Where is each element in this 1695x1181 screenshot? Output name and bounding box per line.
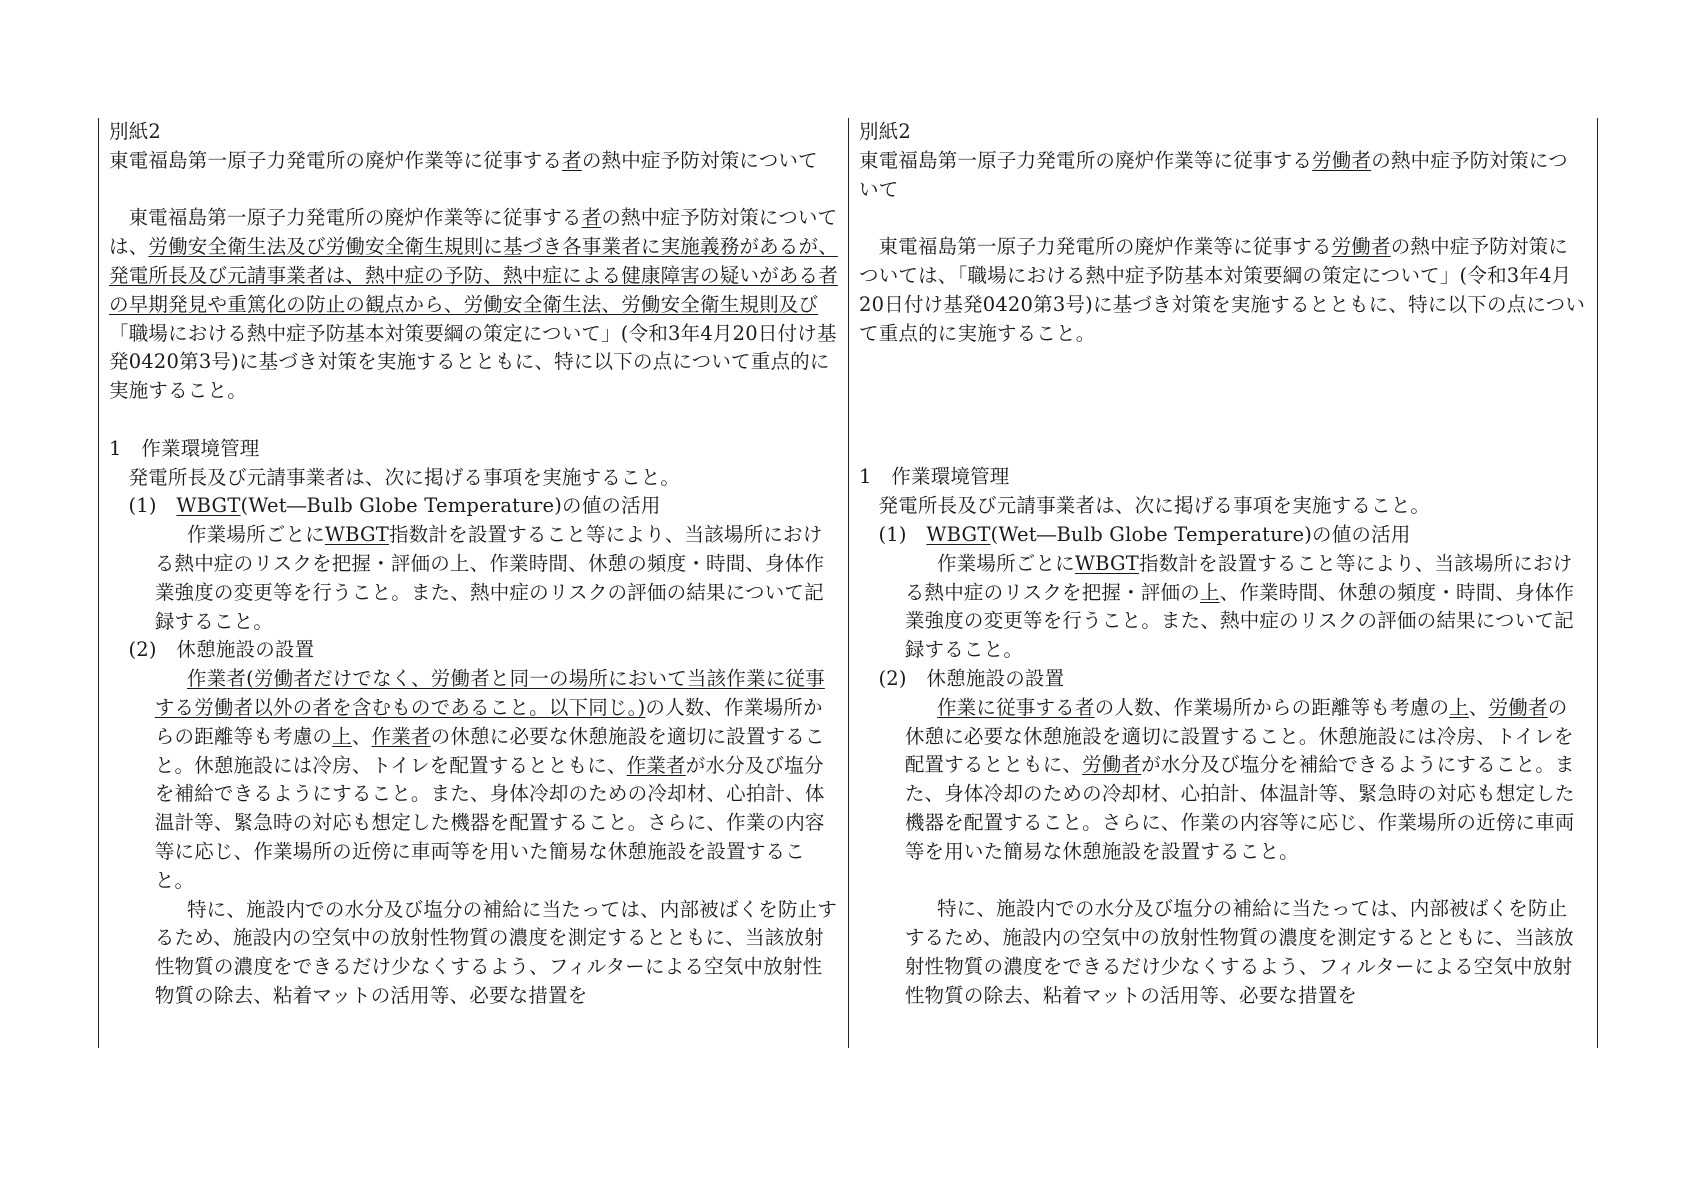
item-2-heading — [109, 636, 838, 665]
spacer — [109, 406, 838, 435]
text-run: 、 — [351, 724, 372, 748]
spacer — [859, 867, 1587, 896]
section-1-heading: 1 作業環境管理 — [859, 465, 1010, 489]
text-run: の人数、作業場所からの距離等も考慮の — [154, 695, 823, 748]
text-run: 「職場における熱中症予防基本対策要綱の策定について」(令和3年4月20日付け基発0420第3号)に基づき対策を実施するとともに、特に以下の点について重点的に実施すること。 — [109, 321, 837, 403]
underlined-text: 者 — [562, 148, 582, 172]
text-run: 指数計を設置すること等により、当該場所における熱中症のリスクを把握・評価の上、作業時間、休憩の頻度・時間、身体作業強度の変更等を行うこと。また、熱中症のリスクの評価の結果について記録すること。 — [154, 523, 825, 633]
text-run: の熱中症予防対策について — [581, 148, 818, 172]
spacer — [859, 204, 1587, 233]
underlined-text: 作業者 — [626, 753, 686, 777]
text-run: 東電福島第一原子力発電所の廃炉作業等に従事する — [109, 148, 563, 172]
intro-paragraph — [859, 233, 1587, 348]
underlined-text: 労働者 — [1312, 148, 1372, 172]
underlined-text: 労働者 — [1082, 753, 1142, 777]
text-run: 作業場所ごとに — [186, 523, 325, 547]
attachment-label: 別紙2 — [109, 120, 162, 143]
text-run: の人数、作業場所からの距離等も考慮の — [1094, 695, 1450, 719]
text-run: (2) 休憩施設の設置 — [128, 638, 315, 662]
item-2-body-continued — [109, 896, 838, 1011]
text-run: の熱中症予防対策については、「職場における熱中症予防基本対策要綱の策定について」(令和3年4月20日付け基発0420第3号)に基づき対策を実施するとともに、特に以下の点について重点的に実施すること。 — [859, 235, 1586, 345]
section-1-body: 発電所長及び元請事業者は、次に掲げる事項を実施すること。 — [128, 465, 681, 489]
text-run: 、 — [1468, 695, 1489, 719]
underlined-text: 作業者 — [371, 724, 431, 748]
underlined-text: WBGT — [176, 494, 241, 518]
item-2-body-continued — [859, 895, 1587, 1010]
item-2-body — [109, 665, 838, 895]
underlined-text: 作業者(労働者だけでなく、労働者と同一の場所において当該作業に従事する労働者以外の者を含むものであること。以下同じ。) — [154, 667, 825, 719]
intro-paragraph — [109, 204, 838, 406]
text-run: 東電福島第一原子力発電所の廃炉作業等に従事する — [128, 206, 582, 230]
document-title — [859, 147, 1587, 205]
text-run: 東電福島第一原子力発電所の廃炉作業等に従事する — [878, 235, 1332, 259]
attachment-label: 別紙2 — [859, 120, 912, 143]
comparison-table — [98, 118, 1598, 1048]
text-run: (2) 休憩施設の設置 — [878, 666, 1065, 690]
text-run: が水分及び塩分を補給できるようにすること。また、身体冷却のための冷却材、心拍計、体温計等、緊急時の対応も想定した機器を配置すること。さらに、作業の内容等に応じ、作業場所の近傍に車両等を用いた簡易な休憩施設を設置すること。 — [154, 753, 825, 892]
underlined-text: 労働者 — [1331, 235, 1391, 259]
text-run: (1) — [878, 522, 927, 546]
text-run: の休憩に必要な休憩施設を適切に設置すること。休憩施設には冷房、トイレを配置するとともに、 — [904, 695, 1574, 777]
text-run: が水分及び塩分を補給できるようにすること。また、身体冷却のための冷却材、心拍計、体温計等、緊急時の対応も想定した機器を配置すること。さらに、作業の内容等に応じ、作業場所の近傍に車両等を用いた簡易な休憩施設を設置すること。 — [904, 753, 1575, 863]
document-title — [109, 147, 838, 176]
section-1-body: 発電所長及び元請事業者は、次に掲げる事項を実施すること。 — [878, 494, 1431, 518]
text-run: (Wet―Bulb Globe Temperature)の値の活用 — [240, 494, 661, 518]
text-run: 特に、施設内での水分及び塩分の補給に当たっては、内部被ばくを防止するため、施設内の空気中の放射性物質の濃度を測定するとともに、当該放射性物質の濃度をできるだけ少なくするよう、フィルターによる空気中放射性物質の除去、粘着マットの活用等、必要な措置を — [154, 897, 838, 1007]
item-2-body — [859, 694, 1587, 867]
item-1-body — [859, 550, 1587, 665]
text-run: の熱中症予防対策については、 — [109, 206, 838, 259]
text-run: 東電福島第一原子力発電所の廃炉作業等に従事する — [859, 148, 1313, 172]
text-run: (1) — [128, 494, 177, 518]
item-1-heading — [109, 492, 838, 521]
underlined-text: 者 — [581, 206, 602, 230]
underlined-text: 労働者 — [1488, 695, 1548, 719]
text-run: の休憩に必要な休憩施設を適切に設置すること。休憩施設には冷房、トイレを配置するとともに、 — [154, 724, 825, 777]
text-run: 、作業時間、休憩の頻度・時間、身体作業強度の変更等を行うこと。また、熱中症のリスクの評価の結果について記録すること。 — [904, 580, 1575, 662]
item-2-heading — [859, 665, 1587, 694]
text-run: 指数計を設置すること等により、当該場所における熱中症のリスクを把握・評価の — [904, 551, 1573, 604]
underlined-text: 上 — [332, 724, 352, 748]
spacer — [109, 176, 838, 205]
text-run: 作業場所ごとに — [936, 551, 1075, 575]
underlined-text: 上 — [1199, 580, 1220, 604]
underlined-text: 労働安全衛生法及び労働安全衛生規則に基づき各事業者に実施義務があるが、発電所長及び元請事業者は、熱中症の予防、熱中症による健康障害の疑いがある者の早期発見や重篤化の防止の観点から、労働安全衛生法、労働安全衛生規則及び — [109, 235, 838, 316]
spacer — [859, 348, 1587, 463]
underlined-text: WBGT — [324, 523, 390, 547]
text-run: (Wet―Bulb Globe Temperature)の値の活用 — [990, 522, 1411, 546]
item-1-body — [109, 521, 838, 636]
section-1-heading: 1 作業環境管理 — [109, 436, 260, 460]
underlined-text: WBGT — [1074, 551, 1140, 575]
underlined-text: 上 — [1449, 695, 1469, 719]
left-column — [98, 118, 848, 1048]
text-run: の熱中症予防対策について — [859, 148, 1568, 201]
item-1-heading — [859, 521, 1587, 550]
text-run: 特に、施設内での水分及び塩分の補給に当たっては、内部被ばくを防止するため、施設内の空気中の放射性物質の濃度を測定するとともに、当該放射性物質の濃度をできるだけ少なくするよう、フィルターによる空気中放射性物質の除去、粘着マットの活用等、必要な措置を — [904, 897, 1574, 1007]
underlined-text: 作業に従事する者 — [936, 695, 1095, 719]
right-column — [848, 118, 1598, 1048]
underlined-text: WBGT — [926, 522, 991, 546]
